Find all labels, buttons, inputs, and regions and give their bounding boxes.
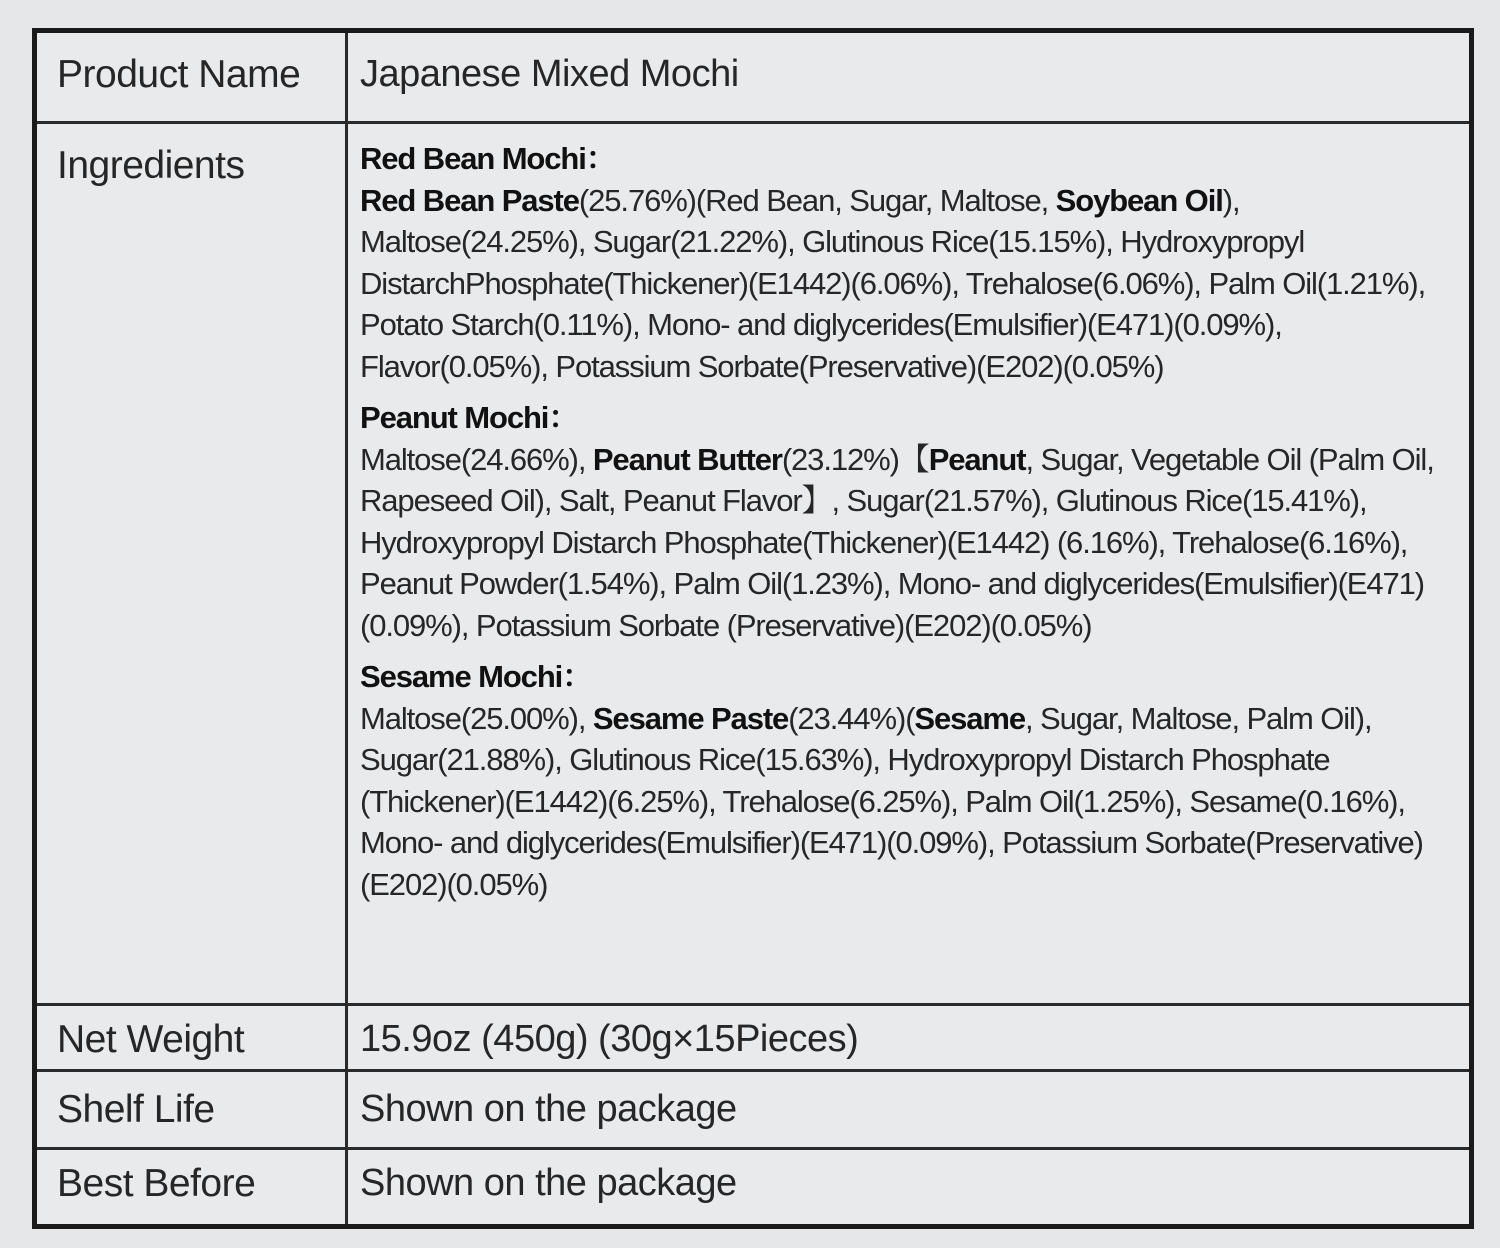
ingredient-text: , Sugar, Vegetable Oil (Palm Oil, Rapeseed Oil), Salt, Peanut Flavor】, Sugar(21.57%), Glutinous Rice(15.41%), Hydroxypropyl Distarch Phosphate(Thickener)(E1442) (6.16%), Trehalose(6.16%), Peanut Powder(1.54%), Palm Oil(1.23%), Mono- and diglycerides(Emulsifier)(E471)(0.09%), Potassium Sorbate (Preservative)(E202)(0.05%) [360,441,1434,643]
ingredient-text: ), Maltose(24.25%), Sugar(21.22%), Glutinous Rice(15.15%), Hydroxypropyl DistarchPhosphate(Thickener)(E1442)(6.06%), Trehalose(6.06%), Palm Oil(1.21%), Potato Starch(0.11%), Mono- and diglycerides(Emulsifier)(E471)(0.09%), Flavor(0.05%), Potassium Sorbate(Preservative)(E202)(0.05%) [360,182,1426,384]
net-weight-label: Net Weight [35,1005,347,1071]
ingredient-highlight: Peanut Butter [592,441,782,477]
row-net-weight [35,1005,1472,1071]
ingredient-block-2 [360,656,1459,905]
ingredient-highlight: Peanut [928,441,1026,477]
ingredients-label: Ingredients [35,123,347,1005]
ingredient-block-1 [360,397,1459,646]
row-ingredients [35,123,1472,1005]
ingredient-block-title: Red Bean Mochi： [360,141,616,176]
shelf-life-value: Shown on the package [347,1071,1472,1149]
product-name-value: Japanese Mixed Mochi [347,31,1472,123]
ingredients-list [347,123,1472,1005]
net-weight-value: 15.9oz (450g) (30g×15Pieces) [347,1005,1472,1071]
row-product-name [35,31,1472,123]
ingredient-block-title: Sesame Mochi： [360,659,593,694]
ingredient-highlight: Red Bean Paste [360,182,579,218]
product-name-label: Product Name [35,31,347,123]
best-before-value: Shown on the package [347,1149,1472,1227]
ingredient-block-text [360,180,1459,388]
ingredient-highlight: Soybean Oil [1055,182,1223,218]
ingredient-text: Maltose(24.66%), [360,441,593,477]
product-spec-table [32,28,1474,1229]
ingredient-text: (23.12%)【 [781,441,929,477]
ingredient-highlight: Sesame Paste [592,700,789,736]
ingredient-block-title: Peanut Mochi： [360,400,579,435]
row-shelf-life [35,1071,1472,1149]
ingredient-highlight: Sesame [914,700,1026,736]
row-best-before [35,1149,1472,1227]
ingredient-block-text [360,698,1459,906]
ingredient-text: , Sugar, Maltose, Palm Oil), Sugar(21.88%), Glutinous Rice(15.63%), Hydroxypropyl Distarch Phosphate (Thickener)(E1442)(6.25%), Trehalose(6.25%), Palm Oil(1.25%), Sesame(0.16%), Mono- and diglycerides(Emulsifier)(E471)(0.09%), Potassium Sorbate(Preservative)(E202)(0.05%) [360,700,1423,902]
ingredient-block-0 [360,138,1459,387]
ingredient-text: (25.76%)(Red Bean, Sugar, Maltose, [578,182,1056,218]
best-before-label: Best Before [35,1149,347,1227]
ingredient-text: (23.44%)( [788,700,915,736]
ingredient-text: Maltose(25.00%), [360,700,593,736]
ingredient-block-text [360,439,1459,647]
shelf-life-label: Shelf Life [35,1071,347,1149]
